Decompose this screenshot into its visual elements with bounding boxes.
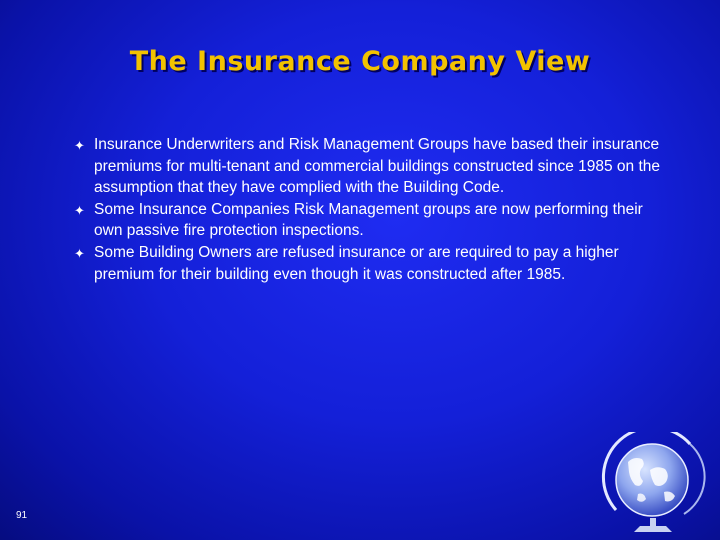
slide-title: The Insurance Company View — [129, 46, 591, 77]
four-point-star-icon: ✦ — [74, 202, 85, 218]
bullet-item — [72, 199, 672, 242]
page-number: 91 — [16, 510, 28, 521]
globe-icon — [594, 432, 712, 536]
bullet-text: Some Insurance Companies Risk Management groups are now performing their own passive fire protection inspections. — [94, 200, 643, 240]
bullet-text: Some Building Owners are refused insurance or are required to pay a higher premium for their building even though it was constructed after 1985. — [94, 243, 619, 283]
bullet-item — [72, 134, 672, 199]
four-point-star-icon: ✦ — [74, 245, 85, 261]
bullet-text: Insurance Underwriters and Risk Management Groups have based their insurance premiums for multi-tenant and commercial buildings constructed since 1985 on the assumption that they have complied with the Building Code. — [94, 136, 661, 197]
four-point-star-icon: ✦ — [74, 138, 85, 153]
bullet-list — [72, 134, 672, 285]
bullet-item — [72, 242, 672, 285]
